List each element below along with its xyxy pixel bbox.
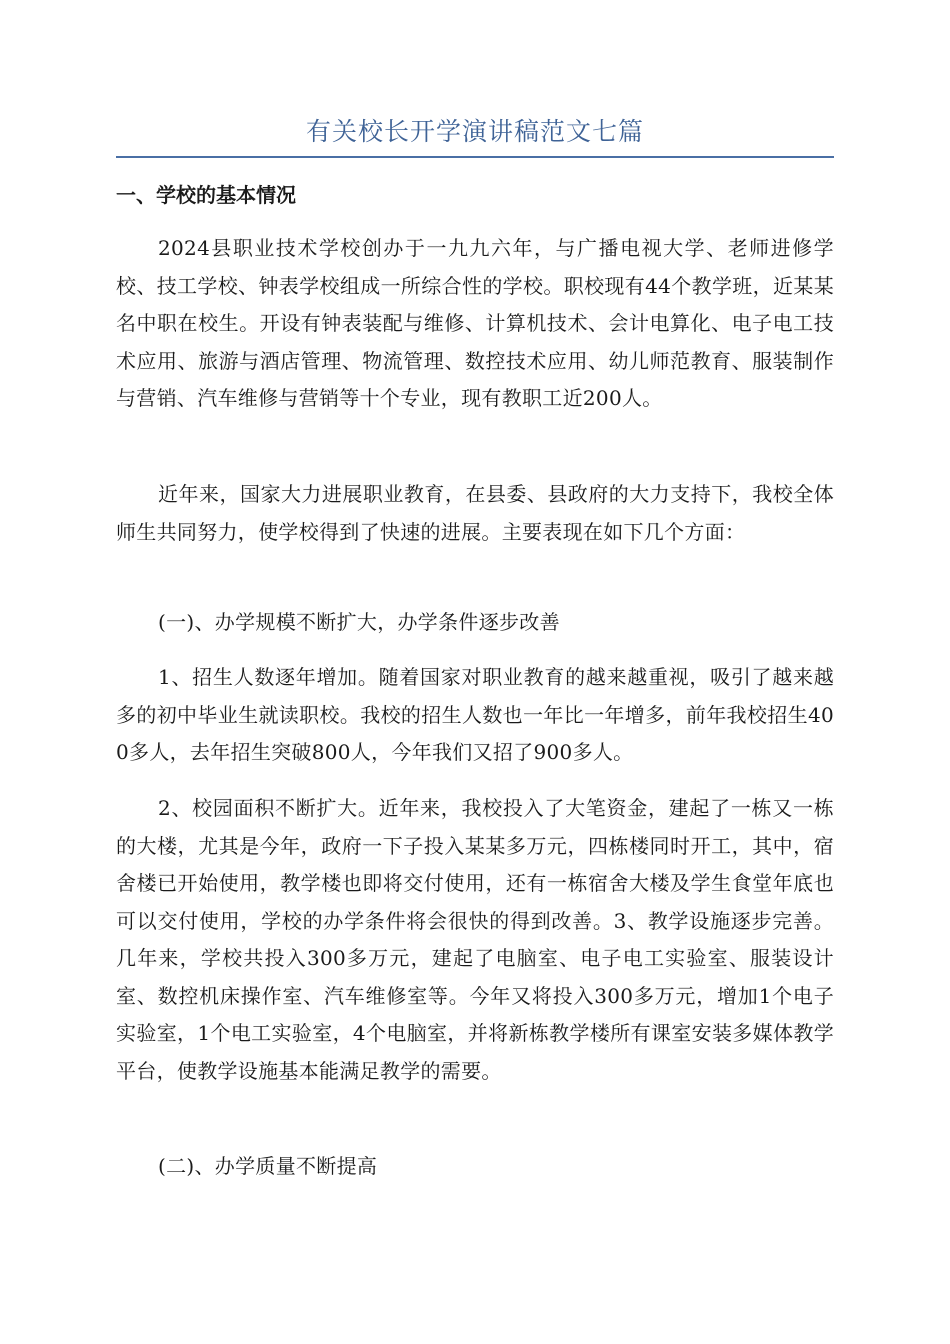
sub-heading-quality: (二)、办学质量不断提高 (158, 1154, 378, 1178)
paragraph-development: 近年来，国家大力进展职业教育，在县委、县政府的大力支持下，我校全体师生共同努力，使学校得到了快速的进展。主要表现在如下几个方面： (116, 482, 834, 544)
paragraph-campus: 2、校园面积不断扩大。近年来，我校投入了大笔资金，建起了一栋又一栋的大楼，尤其是今年，政府一下子投入某某多万元，四栋楼同时开工，其中，宿舍楼已开始使用，教学楼也即将交付使用，还有一栋宿舍大楼及学生食堂年底也可以交付使用，学校的办学条件将会很快的得到改善。3、教学设施逐步完善。几年来，学校共投入300多万元，建起了电脑室、电子电工实验室、服装设计室、数控机床操作室、汽车维修室等。今年又将投入300多万元，增加1个电子实验室，1个电工实验室，4个电脑室，并将新栋教学楼所有课室安装多媒体教学平台，使教学设施基本能满足教学的需要。 (116, 796, 834, 1083)
sub-heading-scale: (一)、办学规模不断扩大，办学条件逐步改善 (158, 610, 560, 634)
section-heading: 一、学校的基本情况 (116, 183, 296, 207)
paragraph-enrollment: 1、招生人数逐年增加。随着国家对职业教育的越来越重视，吸引了越来越多的初中毕业生就读职校。我校的招生人数也一年比一年增多，前年我校招生400多人，去年招生突破800人，今年我们又招了900多人。 (116, 665, 834, 764)
document-title: 有关校长开学演讲稿范文七篇 (305, 117, 644, 146)
title-block (116, 112, 834, 158)
paragraph-intro: 2024县职业技术学校创办于一九九六年，与广播电视大学、老师进修学校、技工学校、钟表学校组成一所综合性的学校。职校现有44个教学班，近某某名中职在校生。开设有钟表装配与维修、计算机技术、会计电算化、电子电工技术应用、旅游与酒店管理、物流管理、数控技术应用、幼儿师范教育、服装制作与营销、汽车维修与营销等十个专业，现有教职工近200人。 (116, 236, 834, 410)
